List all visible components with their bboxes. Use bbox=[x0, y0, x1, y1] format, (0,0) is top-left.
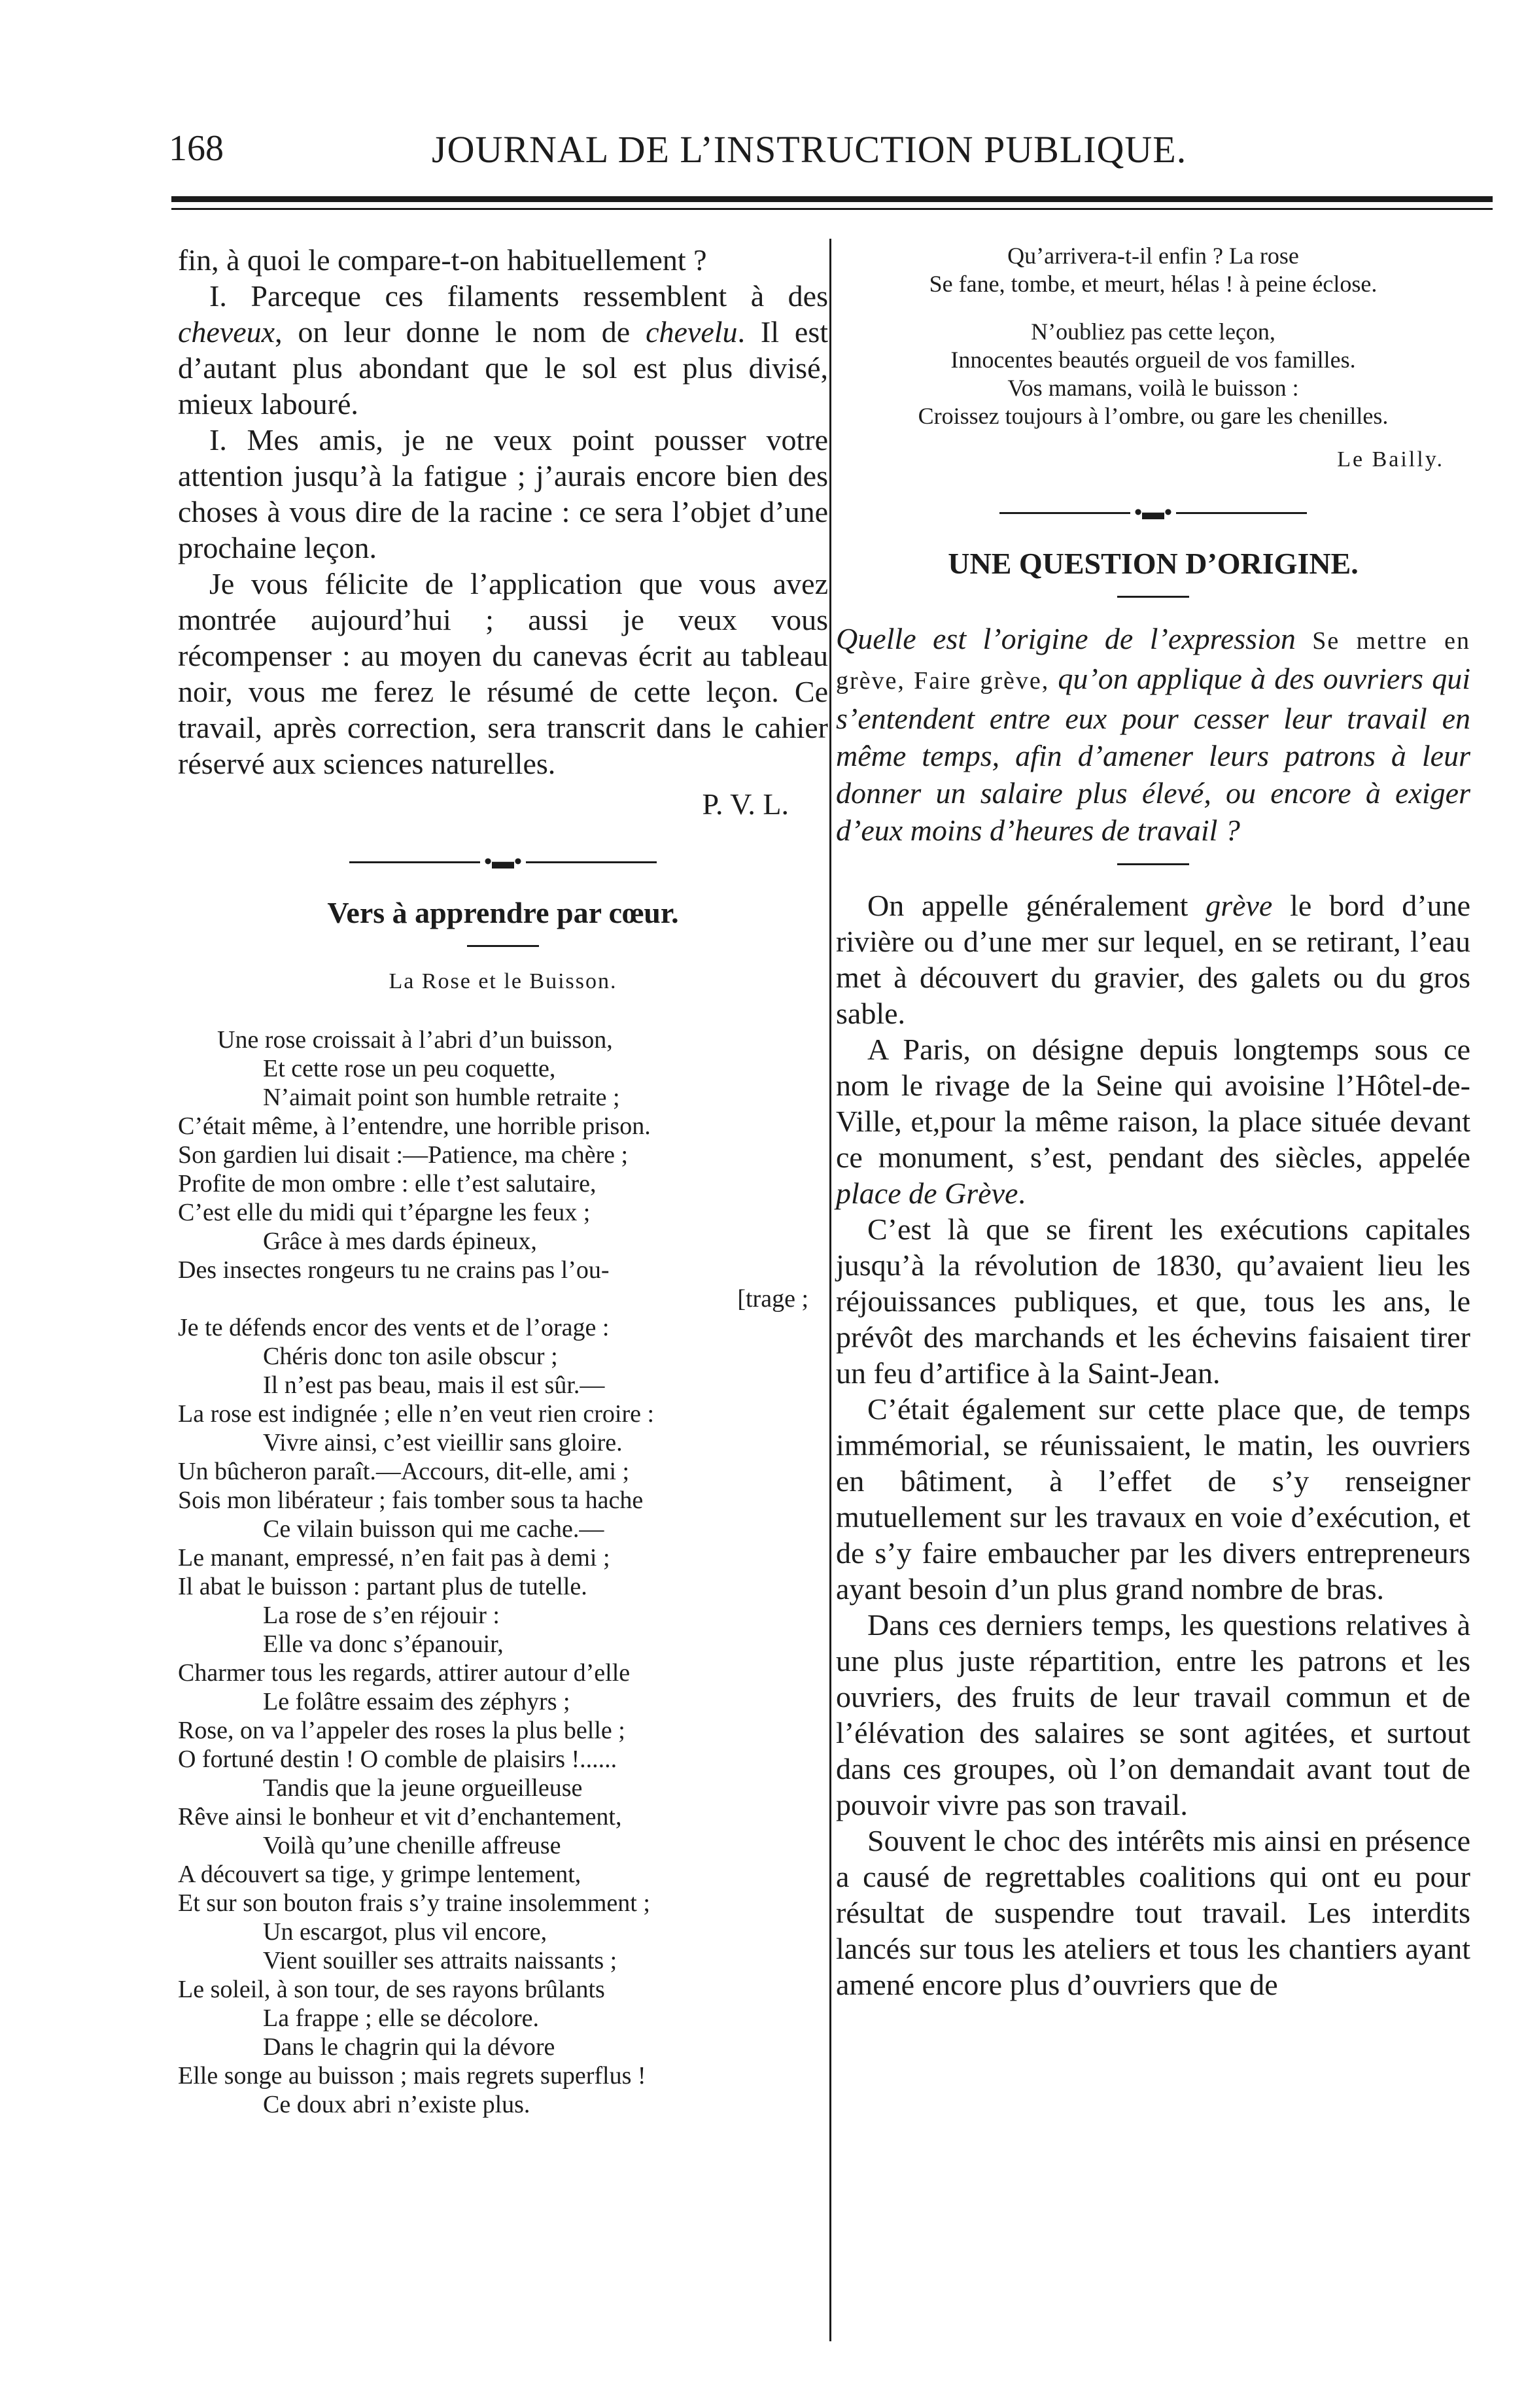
poem-line: Il abat le buisson : partant plus de tutelle. bbox=[178, 1573, 587, 1601]
poem-continuation bbox=[836, 242, 1470, 430]
paragraph-text: le bord d’une rivière ou d’une mer sur lequel, en se retirant, l’eau met à découvert du gravier, des galets ou du gros sable. bbox=[836, 889, 1471, 1031]
poem-line: Rêve ainsi le bonheur et vit d’enchantement, bbox=[178, 1803, 622, 1831]
ornament-line bbox=[526, 861, 657, 863]
italic-term: cheveux bbox=[178, 315, 275, 349]
poem-line: [trage ; bbox=[737, 1285, 808, 1313]
short-rule bbox=[467, 945, 539, 947]
poem-line: Un escargot, plus vil encore, bbox=[263, 1918, 547, 1946]
question-expression: Se mettre en grève, Faire grève, bbox=[836, 627, 1470, 695]
paragraph: Je vous félicite de l’application que vous avez montrée aujourd’hui ; aussi je veux vous récompenser : au moyen du canevas écrit au tableau noir, vous me ferez le résumé de cette leçon. Ce travail, après correction, sera transcrit dans le cahier réservé aux sciences naturelles. bbox=[178, 567, 828, 780]
left-column bbox=[178, 242, 828, 2354]
poem-line: Des insectes rongeurs tu ne crains pas l’ou- bbox=[178, 1256, 610, 1284]
italic-term: grève bbox=[1205, 889, 1273, 923]
poem-line: Le soleil, à son tour, de ses rayons brûlants bbox=[178, 1976, 605, 2004]
poem-title: La Rose et le Buisson. bbox=[389, 969, 617, 994]
column-divider bbox=[829, 239, 831, 2341]
short-rule bbox=[1117, 863, 1189, 865]
poem-line: Voilà qu’une chenille affreuse bbox=[263, 1832, 561, 1860]
poem-line: Un bûcheron paraît.—Accours, dit-elle, ami ; bbox=[178, 1458, 630, 1486]
paragraph: Souvent le choc des intérêts mis ainsi en présence a causé de regrettables coalitions qui ont eu pour résultat de suspendre tout travail. Les interdits lancés sur tous les ateliers et tous les chantiers ayant amené encore plus d’ouvriers que de bbox=[836, 1824, 1470, 2002]
poem-line: Vos mamans, voilà le buisson : bbox=[1007, 375, 1299, 401]
poem-line: Son gardien lui disait :—Patience, ma chère ; bbox=[178, 1141, 629, 1169]
poem-line: Sois mon libérateur ; fais tomber sous ta hache bbox=[178, 1487, 644, 1515]
section-ornament bbox=[836, 498, 1470, 526]
italic-term: place de Grève bbox=[836, 1177, 1018, 1211]
poem-line: Elle va donc s’épanouir, bbox=[263, 1630, 504, 1659]
header-rule bbox=[171, 196, 1493, 202]
poem-line: Ce vilain buisson qui me cache.— bbox=[263, 1515, 604, 1543]
paragraph-text: . Il est d’autant plus abondant que le sol est plus divisé, mieux labouré. bbox=[178, 315, 829, 421]
poem bbox=[178, 1025, 828, 2119]
poem-line: Vivre ainsi, c’est vieillir sans gloire. bbox=[263, 1429, 623, 1457]
poem-line: Se fane, tombe, et meurt, hélas ! à peine éclose. bbox=[929, 271, 1378, 297]
poem-line: N’oubliez pas cette leçon, bbox=[1031, 318, 1275, 345]
poem-line: Innocentes beautés orgueil de vos familles. bbox=[950, 347, 1356, 373]
paragraph-text: A Paris, on désigne depuis longtemps sous ce nom le rivage de la Seine qui avoisine l’Hôtel-de-Ville, et,pour la même raison, la place située devant ce monument, s’est, pendant des siècles, appelée bbox=[836, 1033, 1470, 1175]
italic-term: chevelu bbox=[646, 315, 738, 349]
poem-line: C’était même, à l’entendre, une horrible prison. bbox=[178, 1112, 651, 1141]
paragraph-text: , on leur donne le nom de bbox=[275, 315, 631, 349]
poem-line: Grâce à mes dards épineux, bbox=[263, 1228, 537, 1256]
paragraph: I. Mes amis, je ne veux point pousser votre attention jusqu’à la fatigue ; j’aurais encore bien des choses à vous dire de la racine : ce sera l’objet d’une prochaine leçon. bbox=[178, 423, 828, 564]
right-column bbox=[836, 242, 1470, 2354]
poem-line: La rose de s’en réjouir : bbox=[263, 1602, 500, 1630]
ornament-line bbox=[1176, 512, 1307, 514]
paragraph-text: I. Parceque ces filaments ressemblent à des bbox=[209, 279, 828, 313]
poem-line: O fortuné destin ! O comble de plaisirs !...... bbox=[178, 1746, 617, 1774]
poem-line: Tandis que la jeune orgueilleuse bbox=[263, 1774, 583, 1802]
article-title: UNE QUESTION D’ORIGINE. bbox=[948, 547, 1359, 581]
poem-line: Le manant, empressé, n’en fait pas à demi ; bbox=[178, 1544, 610, 1572]
paragraph-text: . bbox=[1018, 1177, 1026, 1211]
paragraph-text: On appelle généralement bbox=[867, 889, 1188, 923]
poem-line: Je te défends encor des vents et de l’orage : bbox=[178, 1314, 610, 1342]
paragraph bbox=[836, 1031, 1470, 1211]
poem-line: Dans le chagrin qui la dévore bbox=[263, 2033, 555, 2061]
poem-line: Profite de mon ombre : elle t’est salutaire, bbox=[178, 1170, 597, 1198]
poem-line: Une rose croissait à l’abri d’un buisson, bbox=[217, 1026, 613, 1054]
poem-line: Et cette rose un peu coquette, bbox=[263, 1055, 556, 1083]
paragraph: C’était également sur cette place que, de temps immémorial, se réunissaient, le matin, les ouvriers en bâtiment, à l’effet de s’y renseigner mutuellement sur les travaux en voie d’exécution, et de s’y faire embaucher par les divers entrepreneurs ayant besoin d’un plus grand nombre de bras. bbox=[836, 1392, 1470, 1606]
ornament-line bbox=[999, 512, 1130, 514]
poem-line: C’est elle du midi qui t’épargne les feux ; bbox=[178, 1199, 591, 1227]
paragraph bbox=[178, 278, 828, 422]
poem-line: Chéris donc ton asile obscur ; bbox=[263, 1343, 558, 1371]
question-text: Quelle est l’origine de l’expression bbox=[836, 622, 1296, 656]
paragraph bbox=[836, 887, 1470, 1031]
paragraph: Dans ces derniers temps, les questions relatives à une plus juste répartition, entre les patrons et les ouvriers, des fruits de leur travail commun et de l’élévation des salaires se sont agitées, et surtout dans ces groupes, où l’on demandait avant tout de pouvoir vivre pas son travail. bbox=[836, 1608, 1470, 1822]
poem-line: Ce doux abri n’existe plus. bbox=[263, 2091, 530, 2119]
poem-line: La frappe ; elle se décolore. bbox=[263, 2004, 539, 2033]
poem-line: Elle songe au buisson ; mais regrets superflus ! bbox=[178, 2062, 646, 2090]
short-rule bbox=[1117, 596, 1189, 598]
poem-line: Le folâtre essaim des zéphyrs ; bbox=[263, 1688, 570, 1716]
poem-line: Qu’arrivera-t-il enfin ? La rose bbox=[1007, 243, 1299, 269]
article-signature: P. V. L. bbox=[702, 787, 789, 821]
section-ornament bbox=[178, 848, 828, 875]
header-rule-thin bbox=[171, 208, 1493, 210]
poem-line: Il n’est pas beau, mais il est sûr.— bbox=[263, 1371, 605, 1400]
poem-line: Charmer tous les regards, attirer autour d’elle bbox=[178, 1659, 631, 1687]
paragraph: C’est là que se firent les exécutions capitales jusqu’à la révolution de 1830, qu’avaient lieu les réjouissances publiques, et que, tous les ans, le prévôt des marchands et les échevins faisaient tirer un feu d’artifice à la Saint-Jean. bbox=[836, 1213, 1470, 1390]
stanza-gap bbox=[836, 298, 1470, 318]
ornament-line bbox=[349, 861, 480, 863]
poem-section-title: Vers à apprendre par cœur. bbox=[327, 896, 679, 930]
paragraph: fin, à quoi le compare-t-on habituellement ? bbox=[178, 243, 707, 277]
poem-line: Et sur son bouton frais s’y traine insolemment ; bbox=[178, 1889, 650, 1918]
journal-title: JOURNAL DE L’INSTRUCTION PUBLIQUE. bbox=[432, 128, 1187, 171]
ornament-glyph: •▬• bbox=[484, 850, 522, 874]
poem-line: Rose, on va l’appeler des roses la plus belle ; bbox=[178, 1717, 625, 1745]
poem-line: La rose est indignée ; elle n’en veut rien croire : bbox=[178, 1400, 655, 1428]
page-header bbox=[0, 128, 1526, 186]
poem-line: Vient souiller ses attraits naissants ; bbox=[263, 1947, 617, 1975]
question-text: qu’on applique à des ouvriers qui s’entendent entre eux pour cesser leur travail en même temps, afin d’amener leurs patrons à leur donner un salaire plus élevé, ou encore à exiger d’eux moins d’heures de travail ? bbox=[836, 662, 1471, 848]
ornament-glyph: •▬• bbox=[1134, 500, 1172, 525]
poem-author: Le Bailly. bbox=[1337, 447, 1444, 472]
page-number: 168 bbox=[169, 128, 224, 169]
poem-line: N’aimait point son humble retraite ; bbox=[263, 1084, 620, 1112]
poem-line: A découvert sa tige, y grimpe lentement, bbox=[178, 1861, 581, 1889]
origin-question bbox=[836, 620, 1470, 849]
poem-line: Croissez toujours à l’ombre, ou gare les chenilles. bbox=[918, 403, 1389, 429]
